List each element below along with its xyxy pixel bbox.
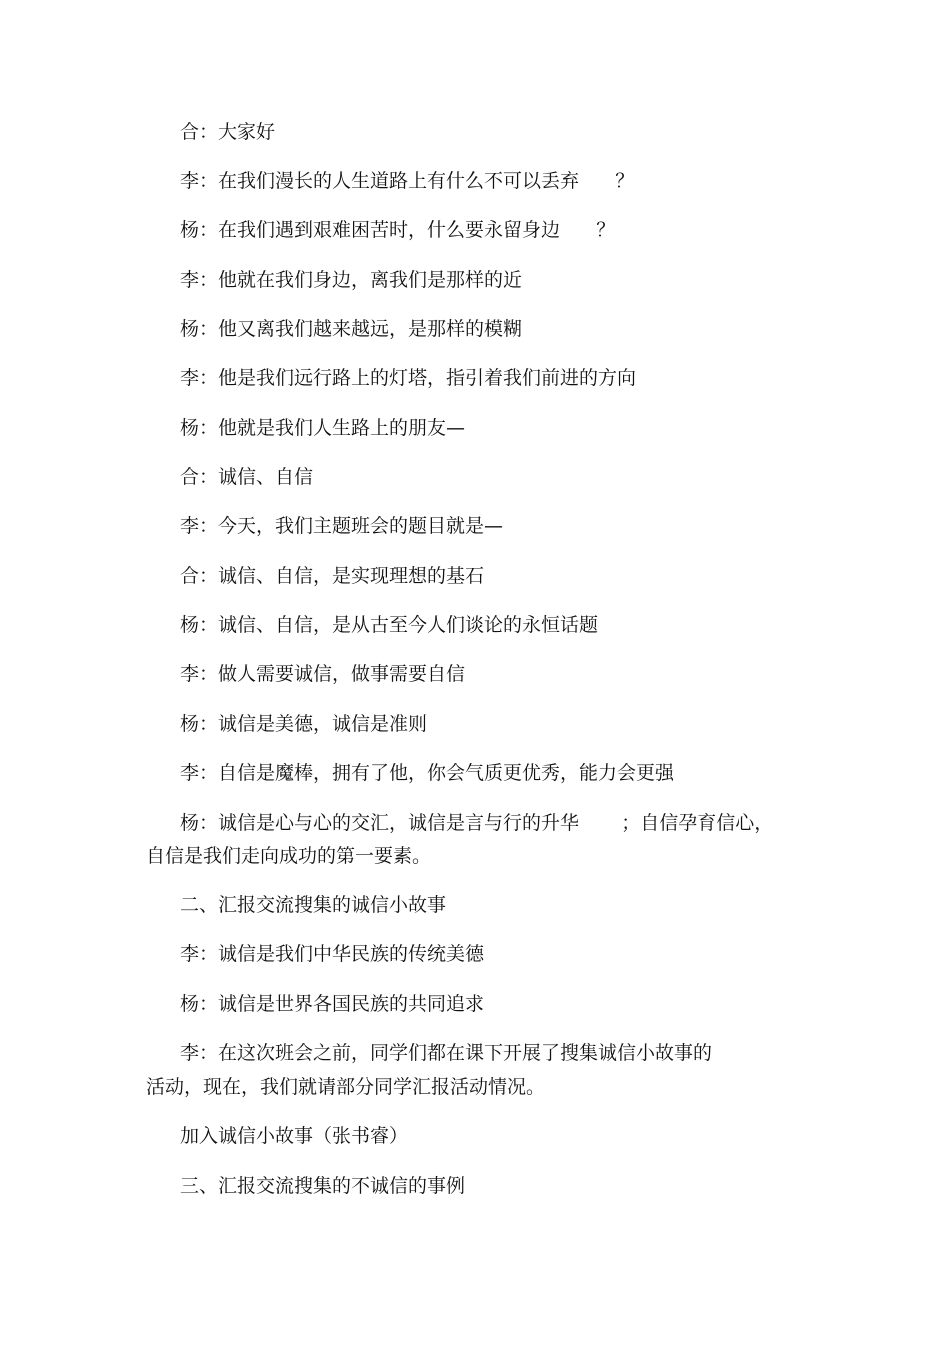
dialogue-line: 李：他是我们远行路上的灯塔，指引着我们前进的方向 bbox=[180, 367, 637, 389]
dialogue-line: 杨：诚信是世界各国民族的共同追求 bbox=[180, 993, 485, 1015]
dialogue-line-continuation: 自信是我们走向成功的第一要素。 bbox=[146, 845, 432, 867]
dialogue-line: 李：在这次班会之前，同学们都在课下开展了搜集诚信小故事的 bbox=[180, 1042, 713, 1064]
dialogue-line: 李：自信是魔棒，拥有了他，你会气质更优秀，能力会更强 bbox=[180, 762, 675, 784]
dialogue-line-continuation: 活动，现在，我们就请部分同学汇报活动情况。 bbox=[146, 1076, 546, 1098]
dialogue-line: 李：做人需要诚信，做事需要自信 bbox=[180, 663, 466, 685]
dialogue-line: 杨：他又离我们越来越远，是那样的模糊 bbox=[180, 318, 523, 340]
dialogue-line: 杨：诚信、自信，是从古至今人们谈论的永恒话题 bbox=[180, 614, 599, 636]
dialogue-line: 杨：他就是我们人生路上的朋友— bbox=[180, 417, 466, 439]
dialogue-line: 李：今天，我们主题班会的题目就是— bbox=[180, 515, 504, 537]
dialogue-line: 李：在我们漫长的人生道路上有什么不可以丢弃 ？ bbox=[180, 170, 635, 192]
dialogue-line: 杨：诚信是心与心的交汇，诚信是言与行的升华 ；自信孕育信心， bbox=[180, 812, 774, 834]
dialogue-line: 杨：在我们遇到艰难困苦时，什么要永留身边 ？ bbox=[180, 219, 616, 241]
section-heading: 二、汇报交流搜集的诚信小故事 bbox=[180, 894, 447, 916]
note-line: 加入诚信小故事（张书睿） bbox=[180, 1125, 409, 1147]
dialogue-line: 李：他就在我们身边，离我们是那样的近 bbox=[180, 269, 523, 291]
section-heading: 三、汇报交流搜集的不诚信的事例 bbox=[180, 1175, 466, 1197]
dialogue-line: 杨：诚信是美德，诚信是准则 bbox=[180, 713, 428, 735]
dialogue-line: 李：诚信是我们中华民族的传统美德 bbox=[180, 943, 485, 965]
dialogue-line: 合：诚信、自信 bbox=[180, 466, 314, 488]
dialogue-line: 合：诚信、自信，是实现理想的基石 bbox=[180, 565, 485, 587]
dialogue-line: 合：大家好 bbox=[180, 121, 276, 143]
